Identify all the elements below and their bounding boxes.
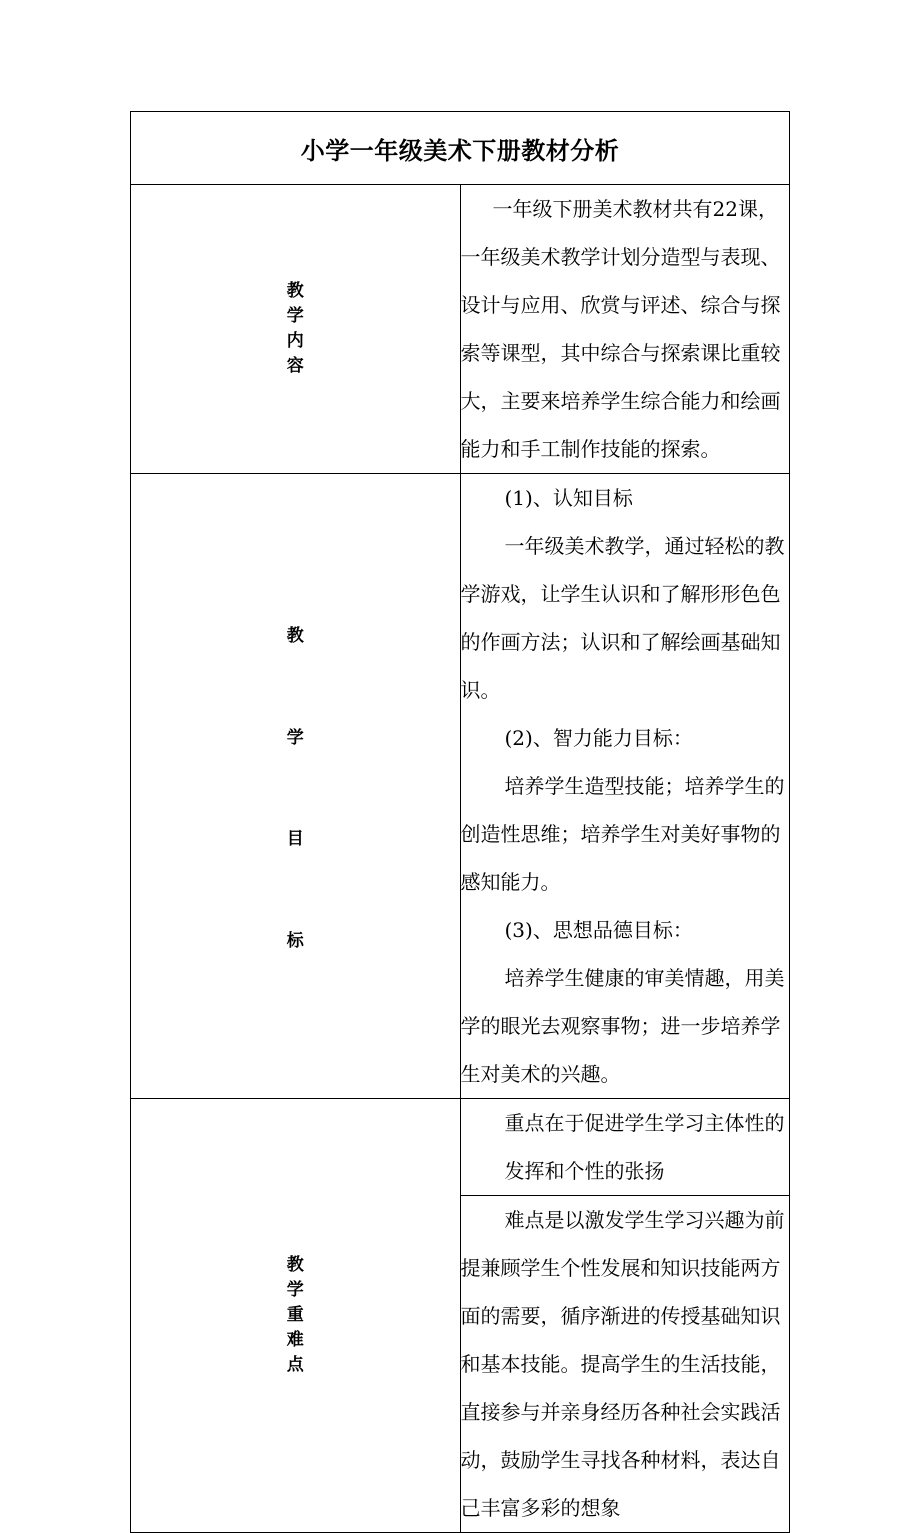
label-char: 学 [286,1280,304,1300]
key-point-text: 重点在于促进学生学习主体性的发挥和个性的张扬 [504,1111,785,1183]
key-points-label [131,1099,461,1533]
key-point-cell [460,1099,790,1196]
goal-body-cognitive: 一年级美术教学，通过轻松的教学游戏，让学生认识和了解形形色色的作画方法；认识和了解绘画基础知识。 [460,534,785,702]
goal-heading-ability: (2)、智力能力目标： [504,726,693,750]
label-char: 学 [286,727,304,748]
difficulty-text: 难点是以激发学生学习兴趣为前提兼顾学生个性发展和知识技能两方面的需要，循序渐进的传授基础知识和基本技能。提高学生的生活技能，直接参与并亲身经历各种社会实践活动，鼓励学生寻找各种材料，表达自己丰富多彩的想象 [460,1208,785,1520]
label-char: 教 [286,626,304,646]
goals-label [131,474,461,1099]
goals-text-cell [460,474,790,1099]
content-row [131,185,790,474]
label-char: 学 [286,306,304,326]
content-paragraph: 一年级下册美术教材共有22课，一年级美术教学计划分造型与表现、设计与应用、欣赏与评述、综合与探索等课型，其中综合与探索课比重较大，主要来培养学生综合能力和绘画能力和手工制作技能的探索。 [460,197,781,461]
label-char: 重 [286,1305,304,1325]
title-row [131,112,790,185]
label-char: 内 [286,331,304,351]
difficulty-cell [460,1196,790,1533]
goals-row [131,474,790,1099]
goal-heading-morality: (3)、思想品德目标： [504,918,693,942]
key-point-row [131,1099,790,1196]
goal-body-ability: 培养学生造型技能；培养学生的创造性思维；培养学生对美好事物的感知能力。 [460,774,785,894]
label-char: 目 [286,829,304,850]
goal-body-morality: 培养学生健康的审美情趣，用美学的眼光去观察事物；进一步培养学生对美术的兴趣。 [460,966,785,1086]
content-label [131,185,461,474]
label-char: 点 [286,1355,304,1375]
analysis-table [130,111,790,1533]
label-char: 教 [286,1255,304,1275]
document-title: 小学一年级美术下册教材分析 [131,112,790,185]
label-char: 难 [286,1330,304,1350]
label-char: 标 [286,930,304,951]
label-char: 容 [286,356,304,376]
content-text-cell [460,185,790,474]
label-char: 教 [286,281,304,301]
goal-heading-cognitive: (1)、认知目标 [504,486,633,510]
